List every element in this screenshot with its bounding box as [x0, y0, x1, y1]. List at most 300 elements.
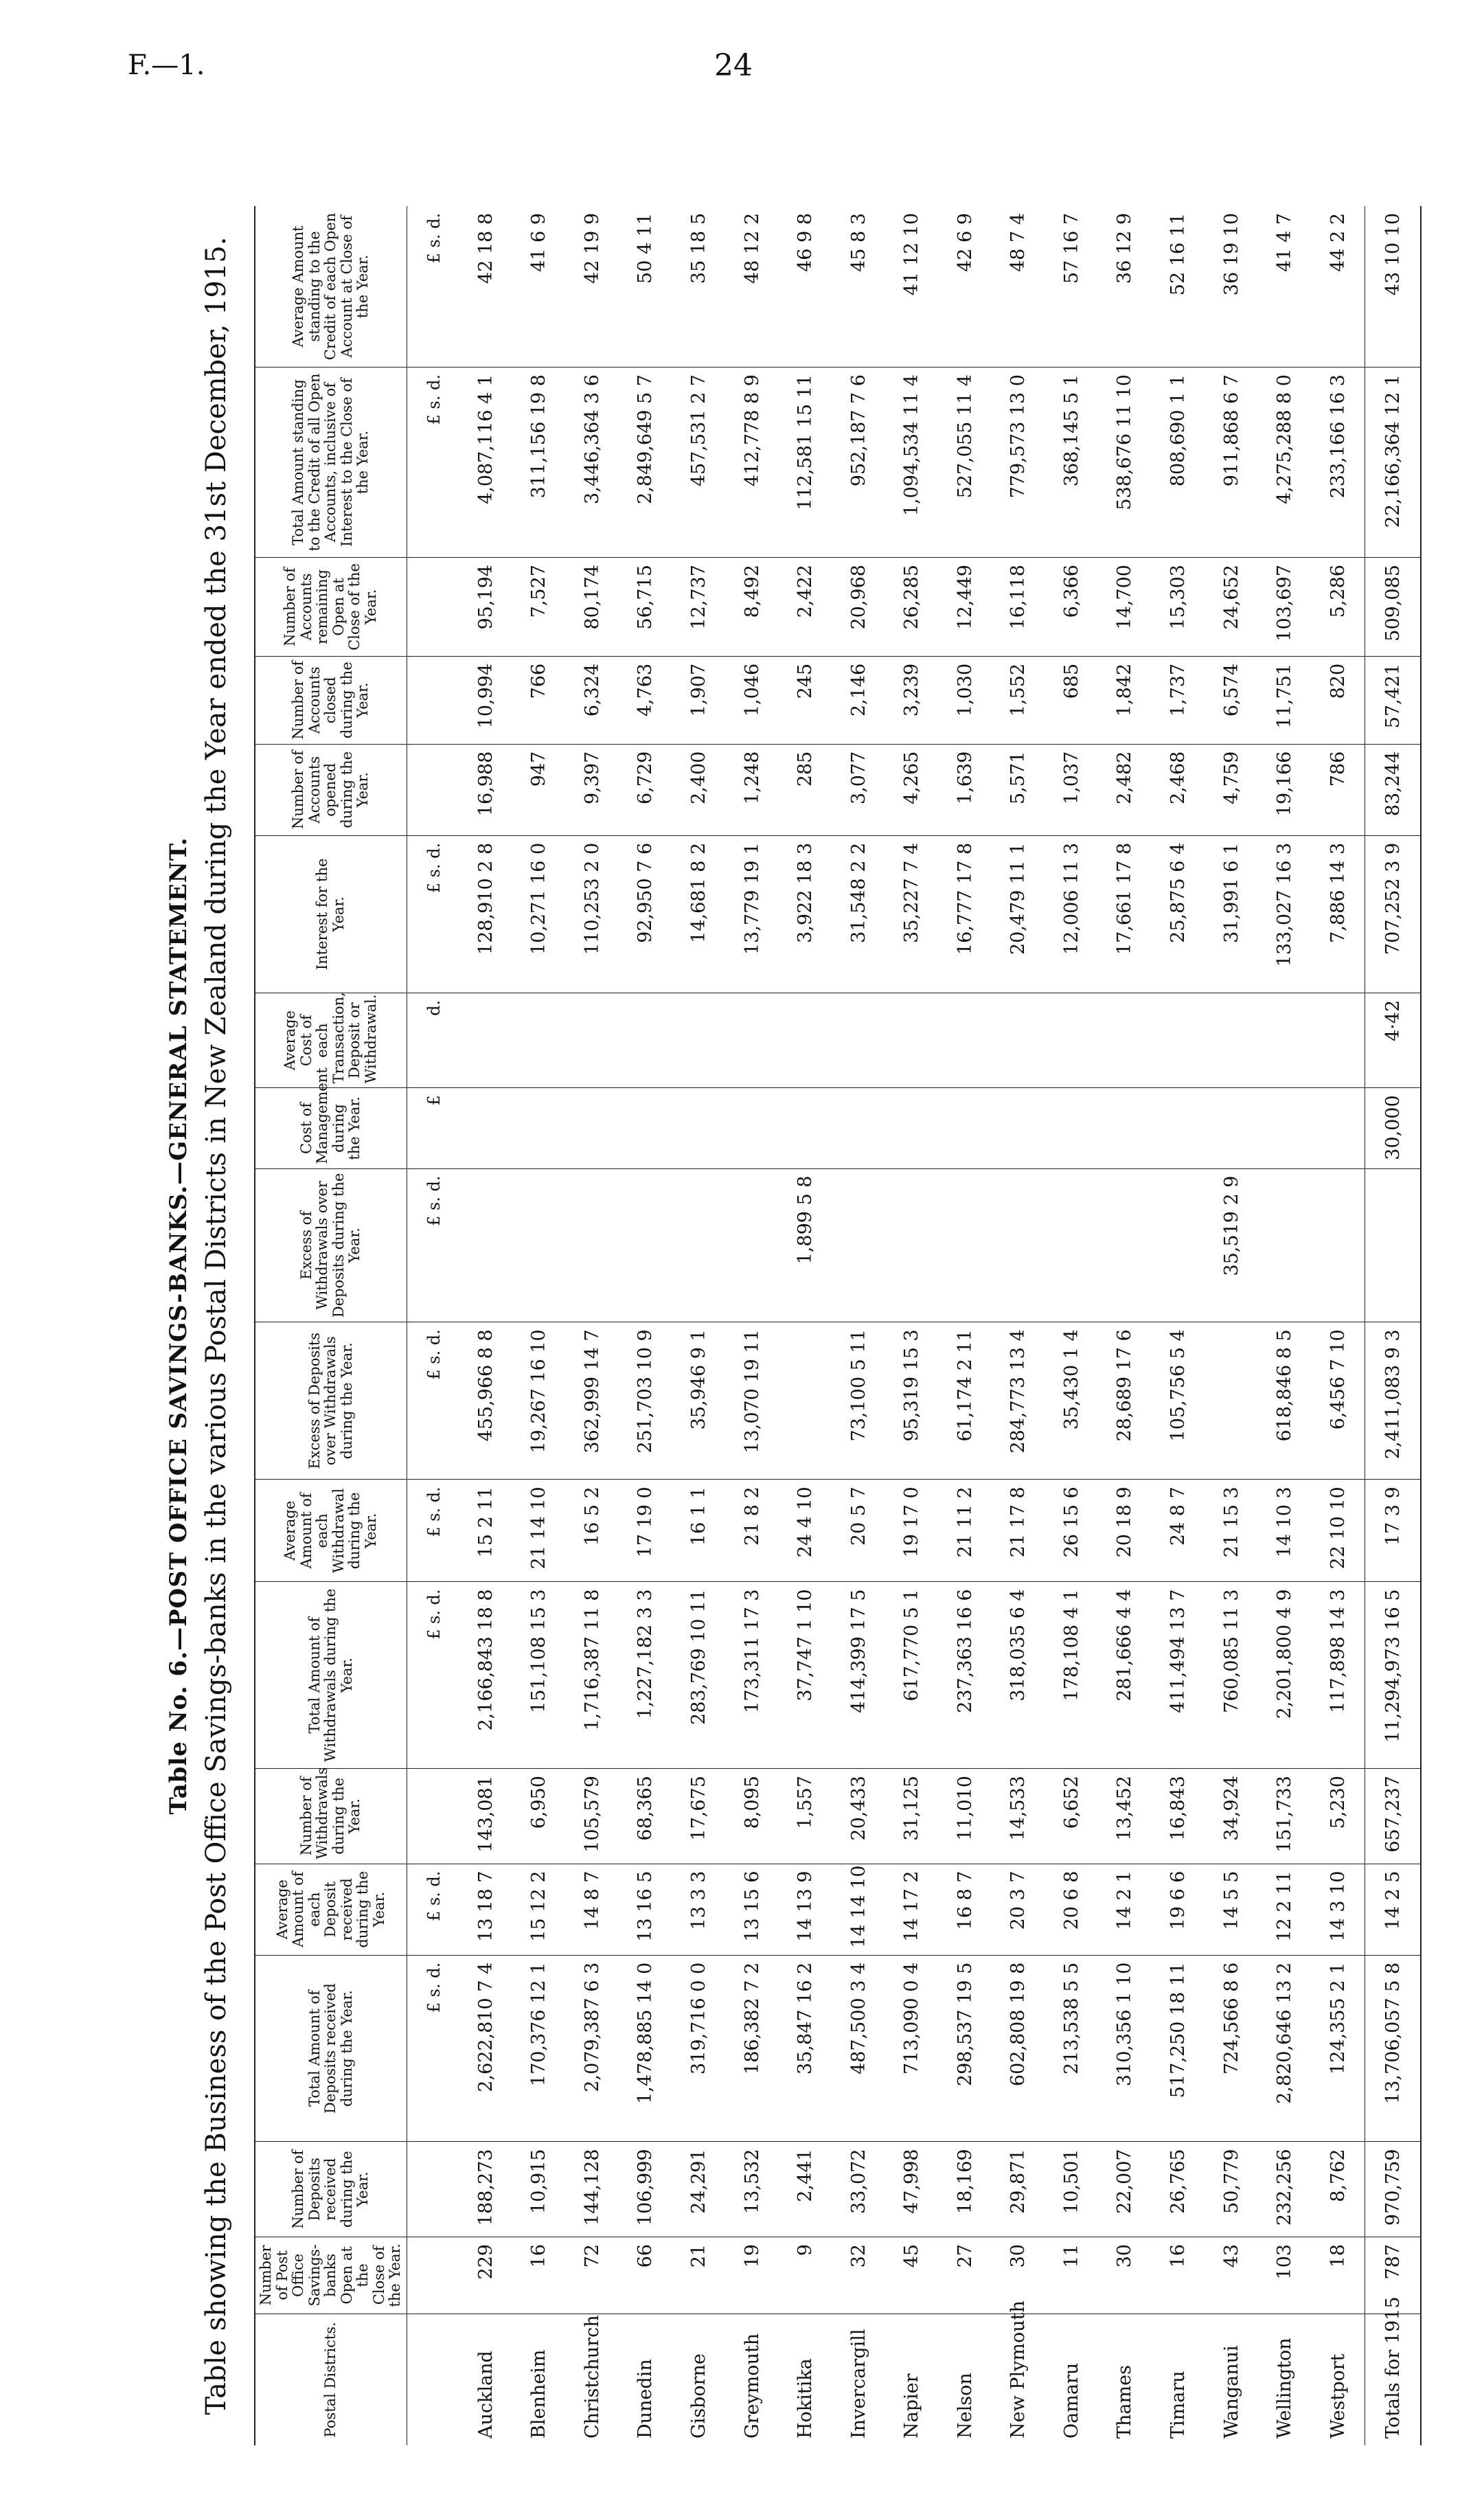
table-cell — [566, 1088, 619, 1168]
table-cell: 414,399 17 5 — [832, 1582, 885, 1769]
table-cell: 57 16 7 — [1045, 206, 1099, 368]
table-cell: 12,737 — [672, 558, 726, 657]
table-cell: 229 — [459, 2237, 513, 2314]
table-cell: 10,915 — [512, 2142, 566, 2237]
district-name-cell: Thames — [1114, 2365, 1136, 2439]
table-row — [512, 206, 566, 2445]
district-name-cell: Gisborne — [688, 2353, 710, 2439]
table-cell: 48 12 2 — [725, 206, 779, 368]
table-cell: 35,946 9 1 — [672, 1322, 726, 1480]
table-cell: 11,751 — [1258, 656, 1312, 744]
table-cell: 6,652 — [1045, 1769, 1099, 1864]
table-cell: 1,046 — [725, 656, 779, 744]
table-cell: 24 4 10 — [779, 1480, 832, 1582]
table-cell: 24,291 — [672, 2142, 726, 2237]
table-cell: 17,675 — [672, 1769, 726, 1864]
table-cell: 713,090 0 4 — [885, 1955, 939, 2142]
table-cell: 285 — [779, 744, 832, 835]
totals-cell: 970,759 — [1365, 2142, 1421, 2237]
table-cell: 10,501 — [1045, 2142, 1099, 2237]
unit-cell — [407, 2237, 459, 2314]
table-cell: 952,187 7 6 — [832, 368, 885, 558]
table-cell: 2,146 — [832, 656, 885, 744]
table-cell: 411,494 13 7 — [1152, 1582, 1205, 1769]
table-cell: 186,382 7 2 — [725, 1955, 779, 2142]
table-cell: 11 — [1045, 2237, 1099, 2314]
table-cell: 779,573 13 0 — [992, 368, 1045, 558]
table-cell: 1,094,534 11 4 — [885, 368, 939, 558]
table-cell: 2,166,843 18 8 — [459, 1582, 513, 1769]
table-cell — [566, 993, 619, 1087]
table-cell: 24,652 — [1205, 558, 1258, 657]
table-cell: 103 — [1258, 2237, 1312, 2314]
table-cell: 44 2 2 — [1311, 206, 1365, 368]
table-cell — [1311, 993, 1365, 1087]
district-name-cell: Dunedin — [635, 2359, 657, 2439]
totals-cell: 657,237 — [1365, 1769, 1421, 1864]
table-cell: 14 3 10 — [1311, 1864, 1365, 1955]
totals-cell: 4·42 — [1365, 993, 1421, 1087]
table-cell: 319,716 0 0 — [672, 1955, 726, 2142]
table-cell: 1,557 — [779, 1769, 832, 1864]
table-cell: 52 16 11 — [1152, 206, 1205, 368]
col-header-withdrawal-average: Average Amount of each Withdrawal during the Year. — [255, 1480, 407, 1582]
table-row — [992, 206, 1045, 2445]
table-cell: 283,769 10 11 — [672, 1582, 726, 1769]
district-name-cell: Auckland — [475, 2351, 496, 2439]
table-cell: 151,108 15 3 — [512, 1582, 566, 1769]
table-cell — [1152, 1088, 1205, 1168]
table-cell: 110,253 2 0 — [566, 835, 619, 993]
table-cell: 151,733 — [1258, 1769, 1312, 1864]
table-cell: 48 7 4 — [992, 206, 1045, 368]
header-row — [255, 206, 407, 2445]
table-cell: 3,077 — [832, 744, 885, 835]
table-cell — [1258, 1088, 1312, 1168]
table-cell — [725, 1088, 779, 1168]
unit-cell: £ s. d. — [407, 835, 459, 993]
table-cell: 412,778 8 9 — [725, 368, 779, 558]
table-cell — [832, 1088, 885, 1168]
table-cell — [779, 1322, 832, 1480]
table-cell: 50 4 11 — [619, 206, 672, 368]
col-header-interest: Interest for the Year. — [255, 835, 407, 993]
table-cell: 16 — [1152, 2237, 1205, 2314]
table-cell: 35,430 1 4 — [1045, 1322, 1099, 1480]
table-cell: 41 4 7 — [1258, 206, 1312, 368]
table-body — [407, 206, 1421, 2445]
table-cell: 25,875 6 4 — [1152, 835, 1205, 993]
table-cell: 46 9 8 — [779, 206, 832, 368]
table-cell: 105,579 — [566, 1769, 619, 1864]
table-cell: 14 5 5 — [1205, 1864, 1258, 1955]
totals-cell: 43 10 10 — [1365, 206, 1421, 368]
table-cell — [1098, 1168, 1152, 1322]
table-cell: 144,128 — [566, 2142, 619, 2237]
table-cell: 13 16 5 — [619, 1864, 672, 1955]
table-cell: 20 18 9 — [1098, 1480, 1152, 1582]
table-cell — [939, 993, 992, 1087]
table-cell: 685 — [1045, 656, 1099, 744]
table-cell: 14 10 3 — [1258, 1480, 1312, 1582]
table-cell: 12,449 — [939, 558, 992, 657]
table-cell — [459, 1168, 513, 1322]
table-cell: 45 — [885, 2237, 939, 2314]
table-cell: 2,422 — [779, 558, 832, 657]
table-cell — [1311, 1088, 1365, 1168]
col-header-deposits-total: Total Amount of Deposits received during the Year. — [255, 1955, 407, 2142]
table-cell: 16 — [512, 2237, 566, 2314]
table-cell: 35 18 5 — [672, 206, 726, 368]
unit-cell: £ s. d. — [407, 1864, 459, 1955]
table-cell: 4,275,288 8 0 — [1258, 368, 1312, 558]
table-cell — [779, 993, 832, 1087]
table-cell: 14,533 — [992, 1769, 1045, 1864]
table-cell: 41 12 10 — [885, 206, 939, 368]
table-cell: 9,397 — [566, 744, 619, 835]
table-cell: 21 17 8 — [992, 1480, 1045, 1582]
table-cell — [1205, 993, 1258, 1087]
table-cell: 311,156 19 8 — [512, 368, 566, 558]
table-cell: 527,055 11 4 — [939, 368, 992, 558]
table-cell: 16 1 1 — [672, 1480, 726, 1582]
table-cell: 112,581 15 11 — [779, 368, 832, 558]
table-cell: 26,765 — [1152, 2142, 1205, 2237]
unit-cell — [407, 656, 459, 744]
table-cell: 6,950 — [512, 1769, 566, 1864]
table-cell: 28,689 17 6 — [1098, 1322, 1152, 1480]
table-row — [1205, 206, 1258, 2445]
table-cell: 237,363 16 6 — [939, 1582, 992, 1769]
table-cell: 1,030 — [939, 656, 992, 744]
table-cell: 251,703 10 9 — [619, 1322, 672, 1480]
table-cell — [939, 1168, 992, 1322]
table-cell: 10,271 16 0 — [512, 835, 566, 993]
table-cell — [992, 993, 1045, 1087]
table-cell: 117,898 14 3 — [1311, 1582, 1365, 1769]
table-row — [1098, 206, 1152, 2445]
table-cell: 35,227 7 4 — [885, 835, 939, 993]
district-name-cell: Wellington — [1274, 2338, 1296, 2439]
table-cell: 124,355 2 1 — [1311, 1955, 1365, 2142]
table-cell: 487,500 3 4 — [832, 1955, 885, 2142]
unit-cell: £ — [407, 1088, 459, 1168]
table-cell: 92,950 7 6 — [619, 835, 672, 993]
table-cell: 4,763 — [619, 656, 672, 744]
table-cell: 42 6 9 — [939, 206, 992, 368]
table-cell: 18 — [1311, 2237, 1365, 2314]
table-cell: 19 6 6 — [1152, 1864, 1205, 1955]
col-header-deposits-count: Number of Deposits received during the Year. — [255, 2142, 407, 2237]
table-row — [885, 206, 939, 2445]
table-cell: 21 14 10 — [512, 1480, 566, 1582]
district-name-cell: Wanganui — [1220, 2345, 1242, 2439]
table-cell: 73,100 5 11 — [832, 1322, 885, 1480]
table-cell: 1,842 — [1098, 656, 1152, 744]
table-cell: 724,566 8 6 — [1205, 1955, 1258, 2142]
table-cell: 14 14 10 — [832, 1864, 885, 1955]
table-cell: 6,574 — [1205, 656, 1258, 744]
table-cell: 617,770 5 1 — [885, 1582, 939, 1769]
district-name-cell: Invercargill — [847, 2329, 869, 2439]
table-cell: 2,400 — [672, 744, 726, 835]
table-cell: 20,479 11 1 — [992, 835, 1045, 993]
table-cell: 457,531 2 7 — [672, 368, 726, 558]
table-cell: 105,756 5 4 — [1152, 1322, 1205, 1480]
table-cell: 56,715 — [619, 558, 672, 657]
table-cell: 16,988 — [459, 744, 513, 835]
table-cell: 2,468 — [1152, 744, 1205, 835]
table-cell — [779, 1088, 832, 1168]
totals-cell: 83,244 — [1365, 744, 1421, 835]
table-cell: 41 6 9 — [512, 206, 566, 368]
table-cell: 20 6 8 — [1045, 1864, 1099, 1955]
table-cell: 29,871 — [992, 2142, 1045, 2237]
table-cell: 31,548 2 2 — [832, 835, 885, 993]
table-cell — [619, 1088, 672, 1168]
table-cell: 766 — [512, 656, 566, 744]
table-cell: 14 13 9 — [779, 1864, 832, 1955]
district-name-cell: Christchurch — [581, 2315, 603, 2439]
rotated-table-block — [165, 206, 1442, 2445]
table-cell: 2,482 — [1098, 744, 1152, 835]
unit-cell: £ s. d. — [407, 1480, 459, 1582]
table-cell: 32 — [832, 2237, 885, 2314]
unit-cell: £ s. d. — [407, 1582, 459, 1769]
table-subtitle: Table showing the Business of the Post Office Savings-banks in the various Postal Districts in New Zealand during the Year ended the 31st December, 1915. — [201, 236, 232, 2415]
table-cell: 21 11 2 — [939, 1480, 992, 1582]
unit-cell: £ s. d. — [407, 1168, 459, 1322]
unit-cell: £ s. d. — [407, 368, 459, 558]
table-cell: 16 5 2 — [566, 1480, 619, 1582]
table-cell — [1045, 1168, 1099, 1322]
table-cell — [566, 1168, 619, 1322]
district-name-cell: Westport — [1327, 2353, 1349, 2439]
table-cell: 13,779 19 1 — [725, 835, 779, 993]
table-cell — [1045, 993, 1099, 1087]
district-name-cell: Hokitika — [795, 2358, 817, 2439]
table-cell — [832, 1168, 885, 1322]
table-cell: 43 — [1205, 2237, 1258, 2314]
table-cell — [1311, 1168, 1365, 1322]
table-row — [725, 206, 779, 2445]
table-cell: 30 — [1098, 2237, 1152, 2314]
table-cell — [725, 993, 779, 1087]
table-cell: 284,773 13 4 — [992, 1322, 1045, 1480]
table-cell: 4,087,116 4 1 — [459, 368, 513, 558]
table-cell: 2,441 — [779, 2142, 832, 2237]
table-cell: 178,108 4 1 — [1045, 1582, 1099, 1769]
table-cell: 20,968 — [832, 558, 885, 657]
table-cell: 31,991 6 1 — [1205, 835, 1258, 993]
table-cell: 20,433 — [832, 1769, 885, 1864]
table-cell — [1258, 1168, 1312, 1322]
table-cell: 26 15 6 — [1045, 1480, 1099, 1582]
table-row — [779, 206, 832, 2445]
col-header-accounts-remaining: Number of Accounts remaining Open at Close of the Year. — [255, 558, 407, 657]
table-cell — [725, 1168, 779, 1322]
table-cell: 13 18 7 — [459, 1864, 513, 1955]
table-cell: 3,446,364 3 6 — [566, 368, 619, 558]
district-name-cell: Napier — [901, 2373, 923, 2439]
table-cell: 12,006 11 3 — [1045, 835, 1099, 993]
table-cell: 947 — [512, 744, 566, 835]
table-cell: 4,265 — [885, 744, 939, 835]
unit-cell — [407, 558, 459, 657]
table-cell: 1,899 5 8 — [779, 1168, 832, 1322]
totals-cell: 57,421 — [1365, 656, 1421, 744]
table-cell — [1152, 993, 1205, 1087]
table-cell — [885, 1088, 939, 1168]
table-cell: 10,994 — [459, 656, 513, 744]
table-cell: 602,808 19 8 — [992, 1955, 1045, 2142]
table-cell: 1,552 — [992, 656, 1045, 744]
table-cell: 21 15 3 — [1205, 1480, 1258, 1582]
table-cell: 5,230 — [1311, 1769, 1365, 1864]
table-cell — [672, 1168, 726, 1322]
table-cell: 538,676 11 10 — [1098, 368, 1152, 558]
table-cell — [459, 993, 513, 1087]
table-cell: 173,311 17 3 — [725, 1582, 779, 1769]
table-cell: 281,666 4 4 — [1098, 1582, 1152, 1769]
table-cell — [832, 993, 885, 1087]
table-cell: 6,456 7 10 — [1311, 1322, 1365, 1480]
table-cell: 760,085 11 3 — [1205, 1582, 1258, 1769]
totals-cell: 2,411,083 9 3 — [1365, 1322, 1421, 1480]
table-cell — [939, 1088, 992, 1168]
table-cell: 15 2 11 — [459, 1480, 513, 1582]
table-cell: 16,777 17 8 — [939, 835, 992, 993]
table-cell: 1,478,885 14 0 — [619, 1955, 672, 2142]
table-row — [459, 206, 513, 2445]
unit-cell: £ s. d. — [407, 1322, 459, 1480]
district-name-cell: Blenheim — [528, 2349, 550, 2439]
unit-cell — [407, 1769, 459, 1864]
table-cell: 7,886 14 3 — [1311, 835, 1365, 993]
table-title: Table No. 6.—POST OFFICE SAVINGS-BANKS.—GENERAL STATEMENT. — [165, 837, 192, 1815]
table-cell: 42 18 8 — [459, 206, 513, 368]
table-cell: 362,999 14 7 — [566, 1322, 619, 1480]
table-cell: 36 19 10 — [1205, 206, 1258, 368]
col-header-withdrawals-total: Total Amount of Withdrawals during the Year. — [255, 1582, 407, 1769]
table-cell: 1,907 — [672, 656, 726, 744]
page-code: F.—1. — [128, 49, 205, 81]
table-cell: 5,286 — [1311, 558, 1365, 657]
col-header-postal-districts: Postal Districts. — [255, 2314, 407, 2445]
table-cell: 9 — [779, 2237, 832, 2314]
table-cell: 133,027 16 3 — [1258, 835, 1312, 993]
table-cell — [619, 1168, 672, 1322]
district-name-cell: Timaru — [1167, 2371, 1189, 2439]
table-cell: 8,492 — [725, 558, 779, 657]
table-cell: 18,169 — [939, 2142, 992, 2237]
table-cell: 17 19 0 — [619, 1480, 672, 1582]
unit-cell: £ s. d. — [407, 206, 459, 368]
table-cell: 245 — [779, 656, 832, 744]
table-cell: 35,519 2 9 — [1205, 1168, 1258, 1322]
table-cell: 22 10 10 — [1311, 1480, 1365, 1582]
table-cell: 30 — [992, 2237, 1045, 2314]
table-cell: 3,239 — [885, 656, 939, 744]
table-cell: 2,849,649 5 7 — [619, 368, 672, 558]
table-cell: 1,716,387 11 8 — [566, 1582, 619, 1769]
col-header-excess-withdrawals: Excess of Withdrawals over Deposits during the Year. — [255, 1168, 407, 1322]
table-cell: 72 — [566, 2237, 619, 2314]
table-cell: 368,145 5 1 — [1045, 368, 1099, 558]
table-cell: 106,999 — [619, 2142, 672, 2237]
table-cell: 61,174 2 11 — [939, 1322, 992, 1480]
table-cell: 4,759 — [1205, 744, 1258, 835]
table-cell: 26,285 — [885, 558, 939, 657]
table-cell — [992, 1088, 1045, 1168]
table-row — [566, 206, 619, 2445]
table-cell: 820 — [1311, 656, 1365, 744]
table-cell: 233,166 16 3 — [1311, 368, 1365, 558]
table-cell — [1152, 1168, 1205, 1322]
table-row — [1258, 206, 1312, 2445]
table-cell — [1205, 1088, 1258, 1168]
table-cell: 8,762 — [1311, 2142, 1365, 2237]
table-cell: 13,532 — [725, 2142, 779, 2237]
table-cell — [459, 1088, 513, 1168]
table-cell: 13 15 6 — [725, 1864, 779, 1955]
table-cell: 14,681 8 2 — [672, 835, 726, 993]
unit-cell — [407, 744, 459, 835]
totals-cell: 707,252 3 9 — [1365, 835, 1421, 993]
totals-row — [1365, 206, 1421, 2445]
table-cell: 37,747 1 10 — [779, 1582, 832, 1769]
table-cell: 517,250 18 11 — [1152, 1955, 1205, 2142]
table-cell: 5,571 — [992, 744, 1045, 835]
table-cell: 6,729 — [619, 744, 672, 835]
table-cell: 188,273 — [459, 2142, 513, 2237]
table-cell: 19 17 0 — [885, 1480, 939, 1582]
totals-cell: 11,294,973 16 5 — [1365, 1582, 1421, 1769]
unit-cell — [407, 2142, 459, 2237]
totals-label: Totals for 1915 — [1365, 2314, 1421, 2445]
table-cell: 17,661 17 8 — [1098, 835, 1152, 993]
table-cell: 13,452 — [1098, 1769, 1152, 1864]
table-cell — [619, 993, 672, 1087]
table-cell: 21 8 2 — [725, 1480, 779, 1582]
table-cell: 13,070 19 11 — [725, 1322, 779, 1480]
unit-cell: £ s. d. — [407, 1955, 459, 2142]
unit-cell — [407, 2314, 459, 2445]
table-cell: 11,010 — [939, 1769, 992, 1864]
table-cell: 21 — [672, 2237, 726, 2314]
table-cell: 95,194 — [459, 558, 513, 657]
table-row — [939, 206, 992, 2445]
totals-cell: 509,085 — [1365, 558, 1421, 657]
table-cell: 33,072 — [832, 2142, 885, 2237]
table-cell — [512, 993, 566, 1087]
table-cell — [672, 993, 726, 1087]
totals-cell: 17 3 9 — [1365, 1480, 1421, 1582]
table-cell — [1205, 1322, 1258, 1480]
page-number: 24 — [714, 48, 753, 83]
table-cell: 6,324 — [566, 656, 619, 744]
table-cell: 103,697 — [1258, 558, 1312, 657]
col-header-deposit-average: Average Amount of each Deposit received during the Year. — [255, 1864, 407, 1955]
table-row — [1045, 206, 1099, 2445]
table-cell: 2,079,387 6 3 — [566, 1955, 619, 2142]
totals-cell: 13,706,057 5 8 — [1365, 1955, 1421, 2142]
district-name-cell: Nelson — [954, 2373, 976, 2439]
totals-cell: 30,000 — [1365, 1088, 1421, 1168]
table-cell — [1098, 993, 1152, 1087]
table-cell — [1098, 1088, 1152, 1168]
table-cell: 20 3 7 — [992, 1864, 1045, 1955]
